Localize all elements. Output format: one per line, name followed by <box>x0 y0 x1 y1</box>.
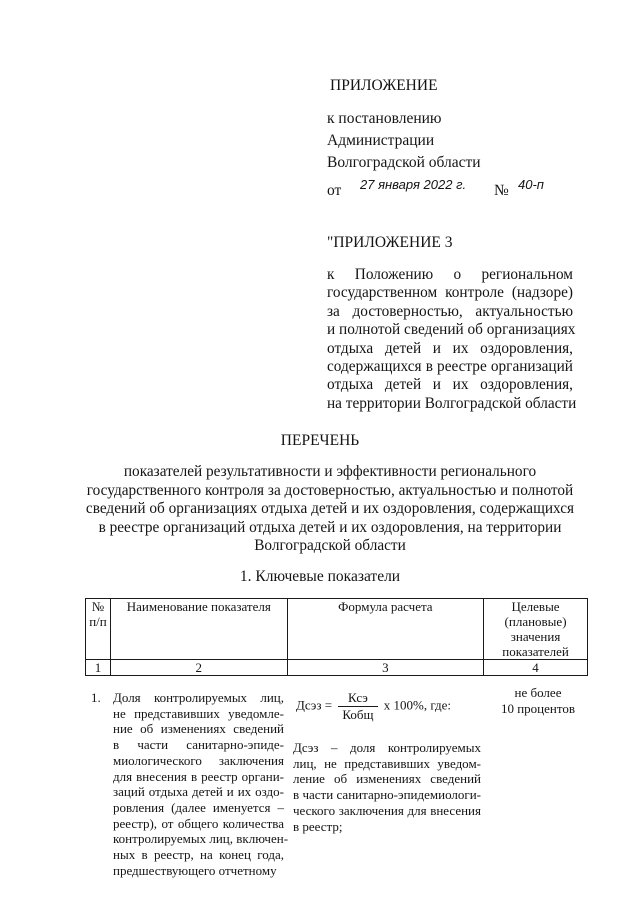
appendix3-text <box>327 266 577 413</box>
appendix3-line: отдыха детей и их оздоровления, <box>327 376 573 394</box>
appendix3-line: к Положению о региональном <box>327 266 573 283</box>
appendix3-line: государственном контроле (надзоре) <box>327 284 573 302</box>
row-name-line: ных в реестр, на конец года, <box>113 847 284 863</box>
appendix3-title: "ПРИЛОЖЕНИЕ 3 <box>327 234 453 251</box>
row-name-line: ние об изменениях сведений <box>113 721 284 737</box>
row-name-line: в части санитарно-эпиде- <box>113 737 284 753</box>
section-title: 1. Ключевые показатели <box>239 568 401 585</box>
row-name-line: заций отдыха детей и их оздо- <box>113 784 284 800</box>
header-num: № п/п <box>86 599 111 660</box>
explain-line: ление об изменениях сведений <box>293 771 481 787</box>
appendix3-line: и полнотой сведений об организациях <box>327 321 576 339</box>
target-line: 10 процентов <box>500 700 576 716</box>
row-name-line: предшествующего отчетному <box>113 862 277 878</box>
indicators-table <box>85 598 588 676</box>
subtitle-line: государственного контроля за достоверностью, актуальностью и полнотой <box>86 481 574 499</box>
subtitle-line: Волгоградской области <box>254 537 406 555</box>
formula-explanation <box>293 740 481 834</box>
row-name-line: не представивших уведомле- <box>113 705 284 721</box>
column-number: 3 <box>287 660 483 676</box>
appendix3-line: содержащихся в реестре организаций <box>327 358 573 376</box>
explain-line: в реестр; <box>293 818 343 834</box>
subtitle-line: сведений об организациях отдыха детей и их оздоровления, содержащихся <box>85 500 575 518</box>
row-number: 1. <box>91 690 101 705</box>
explain-line: лиц, не представивших уведом- <box>293 755 481 771</box>
column-number: 2 <box>110 660 287 676</box>
column-number-row <box>86 660 588 676</box>
row-name <box>113 690 289 878</box>
number-label: № <box>494 182 509 199</box>
appendix-line: к постановлению <box>327 110 442 127</box>
column-number: 4 <box>484 660 588 676</box>
appendix-line: Администрации <box>327 132 435 149</box>
row-name-line: контролируемых лиц, включен- <box>113 831 289 847</box>
appendix3-line: за достоверностью, актуальностью <box>327 302 573 320</box>
column-number: 1 <box>86 660 111 676</box>
subtitle-line: в реестре организаций отдыха детей и их оздоровления, на территории <box>98 518 562 536</box>
formula <box>296 690 451 723</box>
appendix-title: ПРИЛОЖЕНИЕ <box>330 77 438 94</box>
list-subtitle <box>60 463 600 556</box>
formula-lhs: Дсэз = <box>296 697 333 713</box>
row-name-line: ровления (далее именуется – <box>113 799 284 815</box>
row-name-line: реестр), от общего количества <box>113 815 284 831</box>
row-target <box>490 685 586 716</box>
decree-number: 40-п <box>518 177 544 192</box>
formula-fraction <box>338 690 377 723</box>
target-line: не более <box>514 685 562 700</box>
row-name-line: Доля контролируемых лиц, <box>113 690 284 705</box>
explain-line: Дсэз – доля контролируемых <box>293 740 481 755</box>
header-name: Наименование показателя <box>110 599 287 660</box>
row-name-line: для внесения в реестр органи- <box>113 768 284 784</box>
from-label: от <box>327 182 342 199</box>
explain-line: в части санитарно-эпидемиологи- <box>293 787 481 803</box>
subtitle-line: показателей результативности и эффективности регионального <box>123 463 537 480</box>
appendix-lines <box>327 108 481 174</box>
formula-rhs: x 100%, где: <box>383 697 452 713</box>
formula-denominator: Кобщ <box>342 707 374 722</box>
header-formula: Формула расчета <box>287 599 483 660</box>
formula-numerator: Ксэ <box>338 690 377 707</box>
header-target: Целевые (плановые) значения показателей <box>484 599 588 660</box>
list-title: ПЕРЕЧЕНЬ <box>280 432 360 449</box>
appendix3-line: отдыха детей и их оздоровления, <box>327 339 573 357</box>
appendix3-line: на территории Волгоградской области <box>327 394 577 412</box>
explain-line: ческого заключения для внесения <box>293 802 481 818</box>
appendix-line: Волгоградской области <box>327 154 481 171</box>
table-header-row <box>86 599 588 660</box>
decree-date: 27 января 2022 г. <box>360 177 467 192</box>
row-name-line: миологического заключения <box>113 752 284 768</box>
